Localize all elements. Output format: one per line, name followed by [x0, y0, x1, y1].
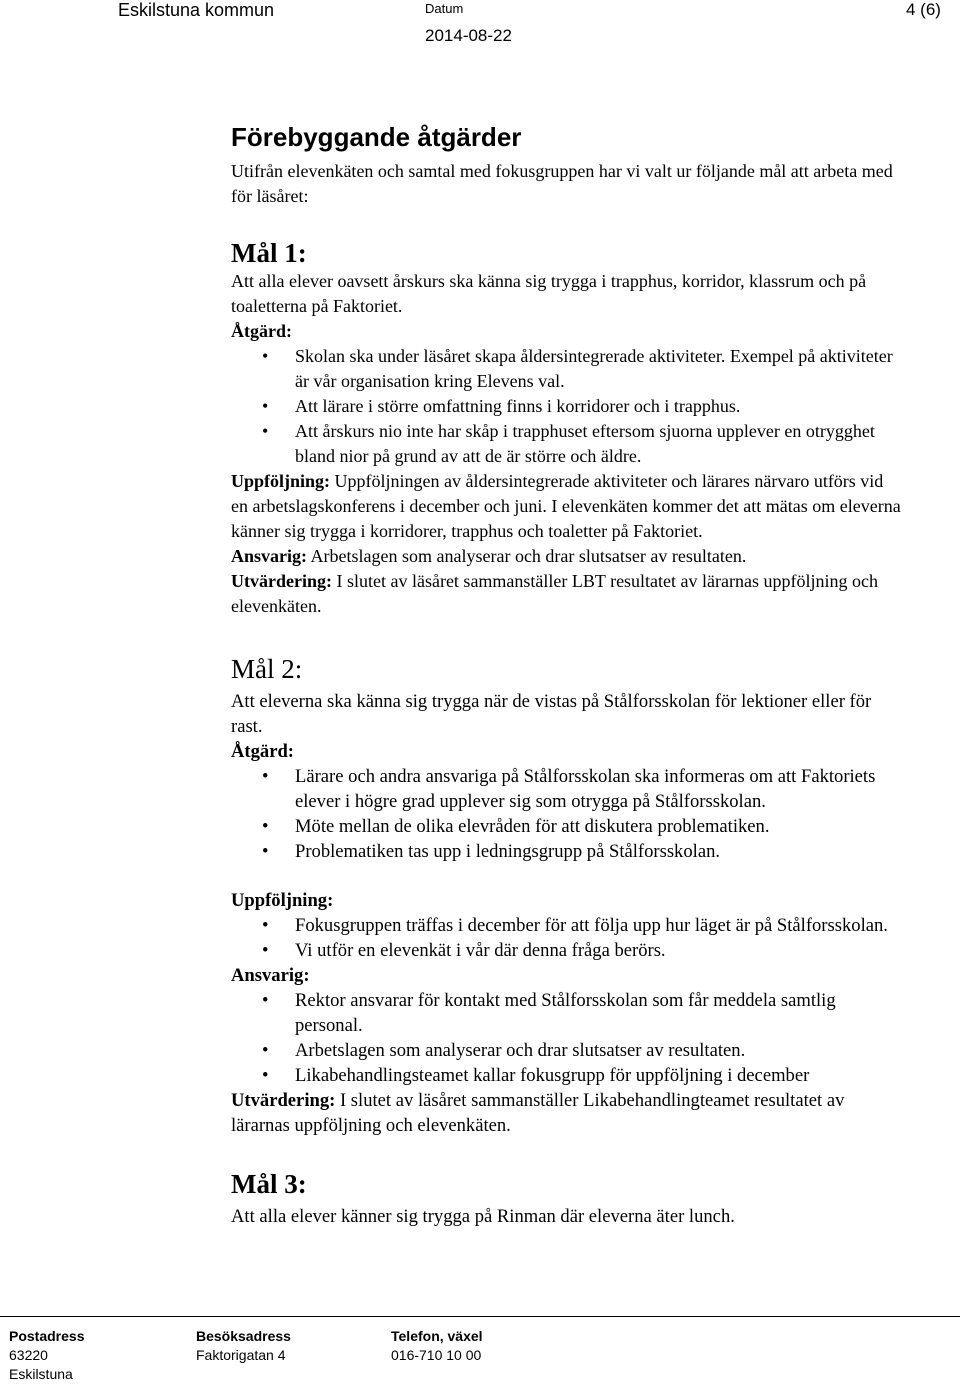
goal-1-followup	[231, 469, 903, 544]
list-item-text: Likabehandlingsteamet kallar fokusgrupp för uppföljning i december	[295, 1065, 810, 1086]
followup-label: Uppföljning:	[231, 471, 331, 491]
list-item-text: Problematiken tas upp i ledningsgrupp på Stålforsskolan.	[295, 841, 721, 862]
visit-address: Faktorigatan 4	[196, 1347, 286, 1363]
bullet-icon: •	[262, 1040, 269, 1061]
section-title: Förebyggande åtgärder	[231, 122, 522, 152]
bullet-icon: •	[262, 816, 269, 837]
list-item-text: Skolan ska under läsåret skapa åldersintegrerade aktiviteter. Exempel på aktiviteter är vår organisation kring Elevens val.	[295, 346, 893, 391]
goal-3-description: Att alla elever känner sig trygga på Rinman där eleverna äter lunch.	[231, 1206, 735, 1227]
bullet-icon: •	[262, 421, 269, 441]
list-item-text: Att lärare i större omfattning finns i korridorer och i trapphus.	[295, 396, 741, 416]
list-item	[231, 419, 903, 469]
footer-phone	[391, 1327, 483, 1365]
document-body	[231, 122, 903, 1229]
goal-2-evaluation	[231, 1088, 903, 1138]
list-item-text: Att årskurs nio inte har skåp i trapphuset eftersom sjuorna upplever en otrygghet bland nior på grund av att de är större och äldre.	[295, 421, 875, 466]
list-item	[231, 913, 903, 938]
followup-text: Uppföljningen av åldersintegrerade aktiviteter och lärares närvaro utförs vid en arbetslagskonferens i december och juni. I elevenkäten kommer det att mätas om eleverna känner sig trygga i korridorer, trapphus och toaletter på Faktoriet.	[231, 471, 901, 541]
organization-name: Eskilstuna kommun	[118, 0, 275, 20]
goal-1-title: Mål 1:	[231, 238, 307, 268]
list-item	[231, 344, 903, 394]
goal-1-action-label: Åtgärd:	[231, 321, 292, 341]
goal-2-responsible-label: Ansvarig:	[231, 965, 310, 986]
goal-2-title: Mål 2:	[231, 654, 303, 684]
goal-1-description: Att alla elever oavsett årskurs ska känna sig trygga i trapphus, korridor, klassrum och på toaletterna på Faktoriet.	[231, 271, 867, 316]
list-item-text: Lärare och andra ansvariga på Stålforsskolan ska informeras om att Faktoriets elever i högre grad upplever sig som otrygga på Stålforsskolan.	[295, 766, 876, 812]
goal-3-title: Mål 3:	[231, 1169, 307, 1199]
list-item	[231, 394, 903, 419]
bullet-icon: •	[262, 940, 269, 961]
evaluation-text: I slutet av läsåret sammanställer LBT resultatet av lärarnas uppföljning och elevenkäten.	[231, 571, 878, 616]
bullet-icon: •	[262, 1065, 269, 1086]
list-item-text: Arbetslagen som analyserar och drar slutsatser av resultaten.	[295, 1040, 746, 1061]
goal-1-responsible	[231, 544, 903, 569]
list-item	[231, 814, 903, 839]
postal-label: Postadress	[9, 1328, 85, 1344]
list-item	[231, 938, 903, 963]
page-number: 4 (6)	[906, 0, 941, 19]
responsible-label: Ansvarig:	[231, 546, 307, 566]
list-item	[231, 1063, 903, 1088]
goal-2-description: Att eleverna ska känna sig trygga när de vistas på Stålforsskolan för lektioner eller för rast.	[231, 691, 872, 737]
visit-label: Besöksadress	[196, 1328, 291, 1344]
responsible-text: Arbetslagen som analyserar och drar slutsatser av resultaten.	[310, 546, 747, 566]
page-header	[0, 0, 960, 60]
evaluation-label: Utvärdering:	[231, 571, 332, 591]
goal-2-block	[231, 689, 903, 1138]
postal-city: Eskilstuna	[9, 1366, 73, 1382]
list-item-text: Vi utför en elevenkät i vår där denna fråga berörs.	[295, 940, 666, 961]
list-item-text: Rektor ansvarar för kontakt med Stålforsskolan som får meddela samtlig personal.	[295, 990, 836, 1036]
bullet-icon: •	[262, 841, 269, 862]
phone-number: 016-710 10 00	[391, 1347, 482, 1363]
goal-2-followup-label: Uppföljning:	[231, 890, 334, 911]
postal-code: 63220	[9, 1347, 48, 1363]
list-item	[231, 764, 903, 814]
list-item-text: Fokusgruppen träffas i december för att följa upp hur läget är på Stålforsskolan.	[295, 915, 888, 936]
goal-2-responsible-list	[231, 988, 903, 1088]
evaluation-label: Utvärdering:	[231, 1090, 336, 1111]
goal-2-action-list	[231, 764, 903, 864]
bullet-icon: •	[262, 346, 269, 366]
bullet-icon: •	[262, 396, 269, 416]
goal-1-block	[231, 269, 903, 619]
list-item-text: Möte mellan de olika elevråden för att diskutera problematiken.	[295, 816, 770, 837]
date-label: Datum	[425, 1, 464, 16]
list-item	[231, 839, 903, 864]
evaluation-text: I slutet av läsåret sammanställer Likabehandlingteamet resultatet av lärarnas uppföljning och elevenkäten.	[231, 1090, 845, 1136]
footer-postal	[9, 1327, 84, 1384]
list-item	[231, 1038, 903, 1063]
bullet-icon: •	[262, 915, 269, 936]
goal-2-action-label: Åtgärd:	[231, 741, 294, 762]
goal-1-action-list	[231, 344, 903, 469]
phone-label: Telefon, växel	[391, 1328, 483, 1344]
goal-1-evaluation	[231, 569, 903, 619]
section-intro: Utifrån elevenkäten och samtal med fokusgruppen har vi valt ur följande mål att arbeta med för läsåret:	[231, 161, 893, 206]
bullet-icon: •	[262, 766, 269, 787]
goal-2-followup-list	[231, 913, 903, 963]
page-footer	[0, 1316, 960, 1382]
bullet-icon: •	[262, 990, 269, 1011]
footer-visit	[196, 1327, 291, 1365]
document-date: 2014-08-22	[425, 26, 512, 45]
list-item	[231, 988, 903, 1038]
